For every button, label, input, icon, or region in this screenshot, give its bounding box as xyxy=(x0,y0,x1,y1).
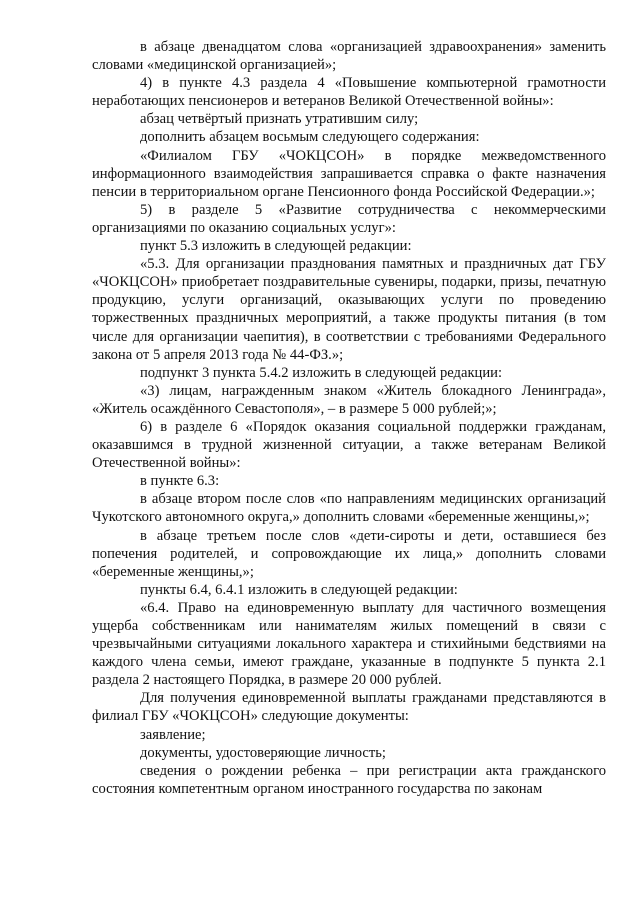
paragraph-9: подпункт 3 пункта 5.4.2 изложить в следующей редакции: xyxy=(140,364,503,381)
paragraph-3: абзац четвёртый признать утратившим силу; xyxy=(140,111,419,128)
paragraph-17: Для получения единовременной выплаты гражданами представляются в филиал ГБУ «ЧОКЦСОН» следующие документы: xyxy=(92,690,606,725)
paragraph-18: заявление; xyxy=(140,726,206,743)
paragraph-19: документы, удостоверяющие личность; xyxy=(140,744,386,761)
paragraph-20: сведения о рождении ребенка – при регистрации акта гражданского состояния компетентным органом иностранного государства по законам xyxy=(92,762,606,797)
paragraph-5: «Филиалом ГБУ «ЧОКЦСОН» в порядке межведомственного информационного взаимодействия запрашивается справка о факте назначения пенсии в территориальном органе Пенсионного фонда Российской Федерации.»; xyxy=(92,147,606,200)
paragraph-6: 5) в разделе 5 «Развитие сотрудничества с некоммерческими организациями по оказанию социальных услуг»: xyxy=(92,201,606,236)
paragraph-14: в абзаце третьем после слов «дети-сироты и дети, оставшиеся без попечения родителей, и сопровождающие их лица,» дополнить словами «беременные женщины,»; xyxy=(92,527,606,580)
paragraph-13: в абзаце втором после слов «по направлениям медицинских организаций Чукотского автономного округа,» дополнить словами «беременные женщины,»; xyxy=(92,491,606,526)
paragraph-2: 4) в пункте 4.3 раздела 4 «Повышение компьютерной грамотности неработающих пенсионеров и ветеранов Великой Отечественной войны»: xyxy=(92,75,606,110)
paragraph-1: в абзаце двенадцатом слова «организацией здравоохранения» заменить словами «медицинской организацией»; xyxy=(92,39,606,74)
paragraph-16: «6.4. Право на единовременную выплату для частичного возмещения ущерба собственникам или нанимателям жилых помещений в связи с чрезвычайными ситуациями локального характера и стихийными бедствиями на каждого члена семьи, имеют граждане, указанные в подпункте 5 пункта 2.1 раздела 2 настоящего Порядка, в размере 20 000 рублей. xyxy=(92,599,606,689)
paragraph-8: «5.3. Для организации празднования памятных и праздничных дат ГБУ «ЧОКЦСОН» приобретает поздравительные сувениры, подарки, призы, печатную продукцию, услуги организаций, оказывающих услуги по проведению торжественных праздничных мероприятий, а также продукты питания (в том числе для организации чаепития), в соответствии с требованиями Федерального закона от 5 апреля 2013 года № 44-ФЗ.»; xyxy=(92,256,606,363)
paragraph-7: пункт 5.3 изложить в следующей редакции: xyxy=(140,238,412,255)
paragraph-12: в пункте 6.3: xyxy=(140,473,220,490)
paragraph-15: пункты 6.4, 6.4.1 изложить в следующей редакции: xyxy=(140,581,458,598)
paragraph-4: дополнить абзацем восьмым следующего содержания: xyxy=(140,129,480,146)
paragraph-11: 6) в разделе 6 «Порядок оказания социальной поддержки гражданам, оказавшимся в трудной жизненной ситуации, а также ветеранам Великой Отечественной войны»: xyxy=(92,418,606,472)
paragraph-10: «3) лицам, награжденным знаком «Житель блокадного Ленинграда», «Житель осаждённого Севастополя», – в размере 5 000 рублей;»; xyxy=(92,382,606,417)
